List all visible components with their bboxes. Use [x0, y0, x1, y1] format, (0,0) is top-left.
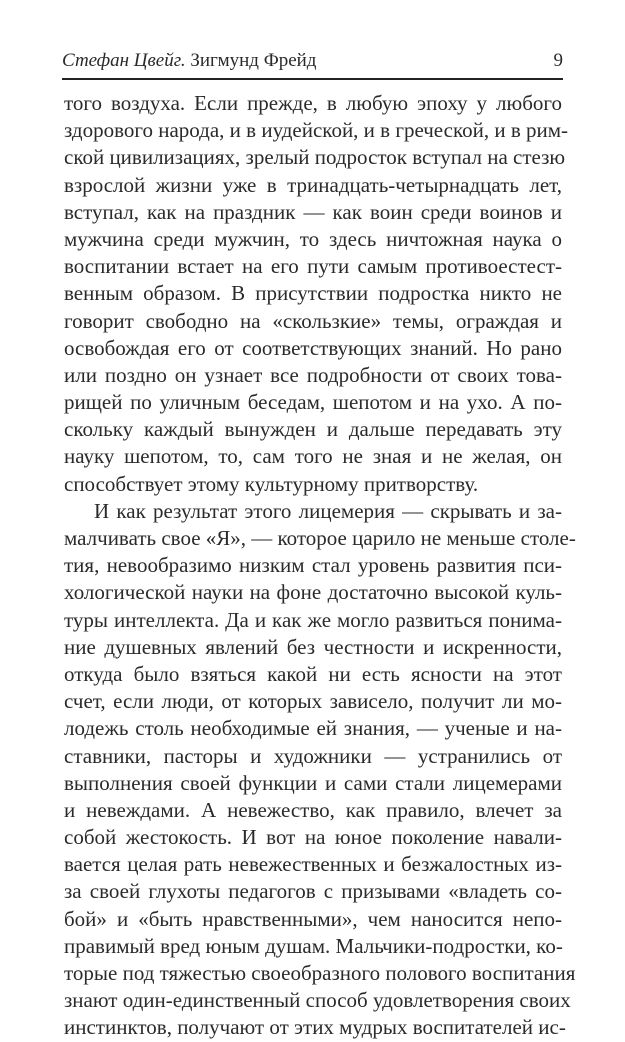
text-line: собой жестокость. И вот на юное поколение навали- — [64, 825, 562, 850]
header-author: Стефан Цвейг. — [62, 50, 186, 71]
text-line: говорит свободно на «скользкие» темы, ограждая и — [64, 308, 562, 333]
text-line: выполнения своей функции и сами стали лицемерами — [64, 770, 562, 795]
text-line: откуда было взяться какой ни есть ясности на этот — [64, 661, 562, 686]
text-line: мужчина среди мужчин, то здесь ничтожная наука о — [64, 226, 562, 251]
running-title — [62, 50, 316, 72]
text-line: за своей глухоты педагогов с призывами «владеть со- — [64, 879, 562, 904]
header-title: Зигмунд Фрейд — [185, 50, 317, 71]
text-line: способствует этому культурному притворству. — [64, 471, 479, 496]
text-line: торые под тяжестью своеобразного полового воспитания — [64, 961, 576, 985]
text-line: воспитании встает на его пути самым противоестест- — [64, 254, 562, 279]
text-line: венным образом. В присутствии подростка никто не — [64, 281, 562, 306]
text-line: малчивать свое «Я», — которое царило не меньше столе- — [64, 526, 576, 550]
text-line: науку шепотом, то, сам того не зная и не желая, он — [64, 444, 562, 469]
text-line: здорового народа, и в иудейской, и в греческой, и в рим- — [64, 118, 569, 143]
text-line: инстинктов, получают от этих мудрых воспитателей ис- — [64, 1015, 566, 1040]
text-line: скольку каждый вынужден и дальше передавать эту — [64, 417, 562, 442]
text-line: тия, невообразимо низким стал уровень развития пси- — [64, 553, 562, 578]
text-line: правимый вред юным душам. Мальчики-подростки, ко- — [64, 933, 563, 958]
text-line: рищей по уличным беседам, шепотом и на ухо. А по- — [64, 390, 562, 415]
text-line: вступал, как на праздник — как воин среди воинов и — [64, 199, 562, 224]
header-rule — [62, 78, 563, 80]
page-number: 9 — [553, 50, 563, 71]
running-header — [62, 50, 563, 76]
text-line: И как результат этого лицемерия — скрывать и за- — [94, 498, 562, 523]
text-line: ние душевных явлений без честности и искренности, — [64, 634, 562, 659]
text-line: освобождая его от соответствующих знаний. Но рано — [64, 335, 562, 360]
text-line: взрослой жизни уже в тринадцать-четырнадцать лет, — [64, 172, 562, 197]
text-line: счет, если люди, от которых зависело, получит ли мо- — [64, 689, 562, 714]
text-line: вается целая рать невежественных и безжалостных из- — [64, 852, 562, 877]
text-line: бой» и «быть нравственными», чем наносится непо- — [64, 906, 562, 931]
paragraph — [64, 498, 576, 1042]
text-line: лодежь столь необходимые ей знания, — ученые и на- — [64, 716, 562, 741]
text-line: или поздно он узнает все подробности от своих това- — [64, 362, 562, 387]
text-line: ставники, пасторы и художники — устранились от — [64, 743, 562, 768]
text-line: туры интеллекта. Да и как же могло развиться понима- — [64, 607, 562, 632]
text-line: знают один-единственный способ удовлетворения своих — [64, 988, 571, 1013]
page-body — [64, 90, 576, 1042]
text-line: хологической науки на фоне достаточно высокой куль- — [64, 580, 562, 605]
text-line: того воздуха. Если прежде, в любую эпоху у любого — [64, 91, 562, 115]
text-line: и невеждами. А невежество, как правило, влечет за — [64, 797, 562, 822]
paragraph — [64, 90, 569, 498]
text-line: ской цивилизациях, зрелый подросток вступал на стезю — [64, 145, 566, 170]
